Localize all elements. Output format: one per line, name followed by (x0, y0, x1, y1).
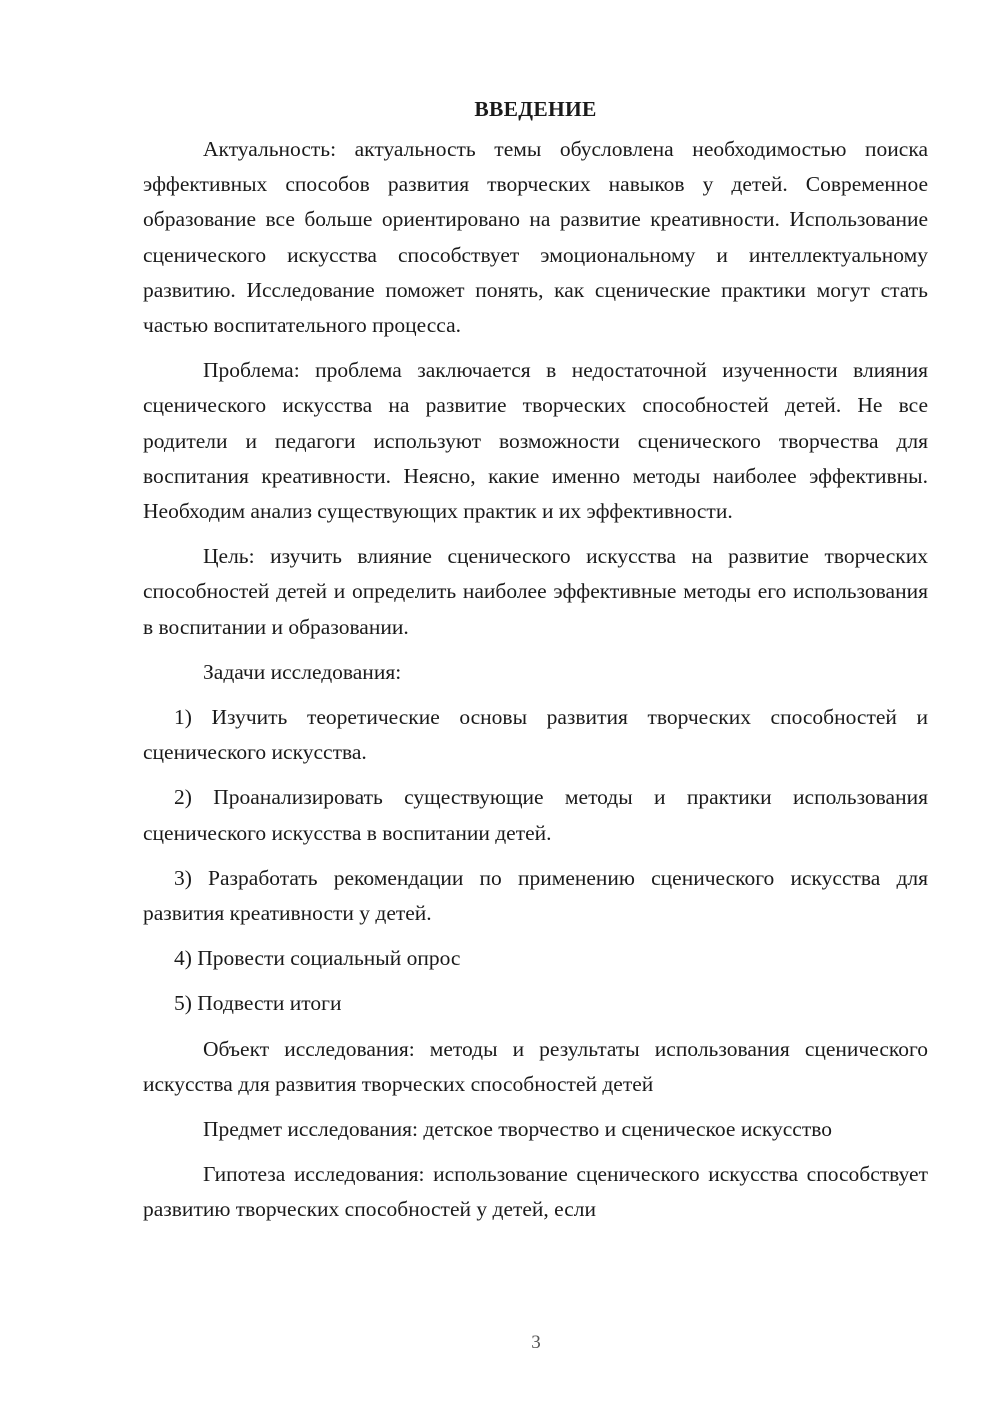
task-item: 4) Провести социальный опрос (174, 946, 461, 971)
task-item: 5) Подвести итоги (174, 991, 342, 1016)
document-page (143, 92, 928, 1238)
paragraph-relevance: Актуальность: актуальность темы обусловлена необходимостью поиска эффективных способов развития творческих навыков у детей. Современное образование все больше ориентировано на развитие креативности. Использование сценического искусства способствует эмоциональному и интеллектуальному развитию. Исследование поможет понять, как сценические практики могут стать частью воспитательного процесса. (143, 137, 928, 338)
task-item: 3) Разработать рекомендации по применению сценического искусства для развития креативности у детей. (143, 865, 928, 926)
tasks-title: Задачи исследования: (203, 659, 402, 684)
paragraph-hypothesis: Гипотеза исследования: использование сценического искусства способствует развитию творческих способностей у детей, если (143, 1162, 928, 1222)
task-item: 1) Изучить теоретические основы развития творческих способностей и сценического искусства. (143, 705, 928, 765)
paragraph-subject: Предмет исследования: детское творчество и сценическое искусство (203, 1117, 832, 1142)
task-item: 2) Проанализировать существующие методы и практики использования сценического искусства в воспитании детей. (143, 785, 928, 845)
page-number: 3 (531, 1332, 541, 1353)
tasks-list (143, 700, 928, 1022)
section-heading: ВВЕДЕНИЕ (474, 97, 597, 121)
paragraph-problem: Проблема: проблема заключается в недостаточной изученности влияния сценического искусства на развитие творческих способностей детей. Не все родители и педагоги используют возможности сценического творчества для воспитания креативности. Неясно, какие именно методы наиболее эффективны. Необходим анализ существующих практик и их эффективности. (143, 358, 928, 524)
paragraph-object: Объект исследования: методы и результаты использования сценического искусства для развития творческих способностей детей (143, 1036, 928, 1096)
paragraph-goal: Цель: изучить влияние сценического искусства на развитие творческих способностей детей и определить наиболее эффективные методы его использования в воспитании и образовании. (143, 544, 928, 639)
